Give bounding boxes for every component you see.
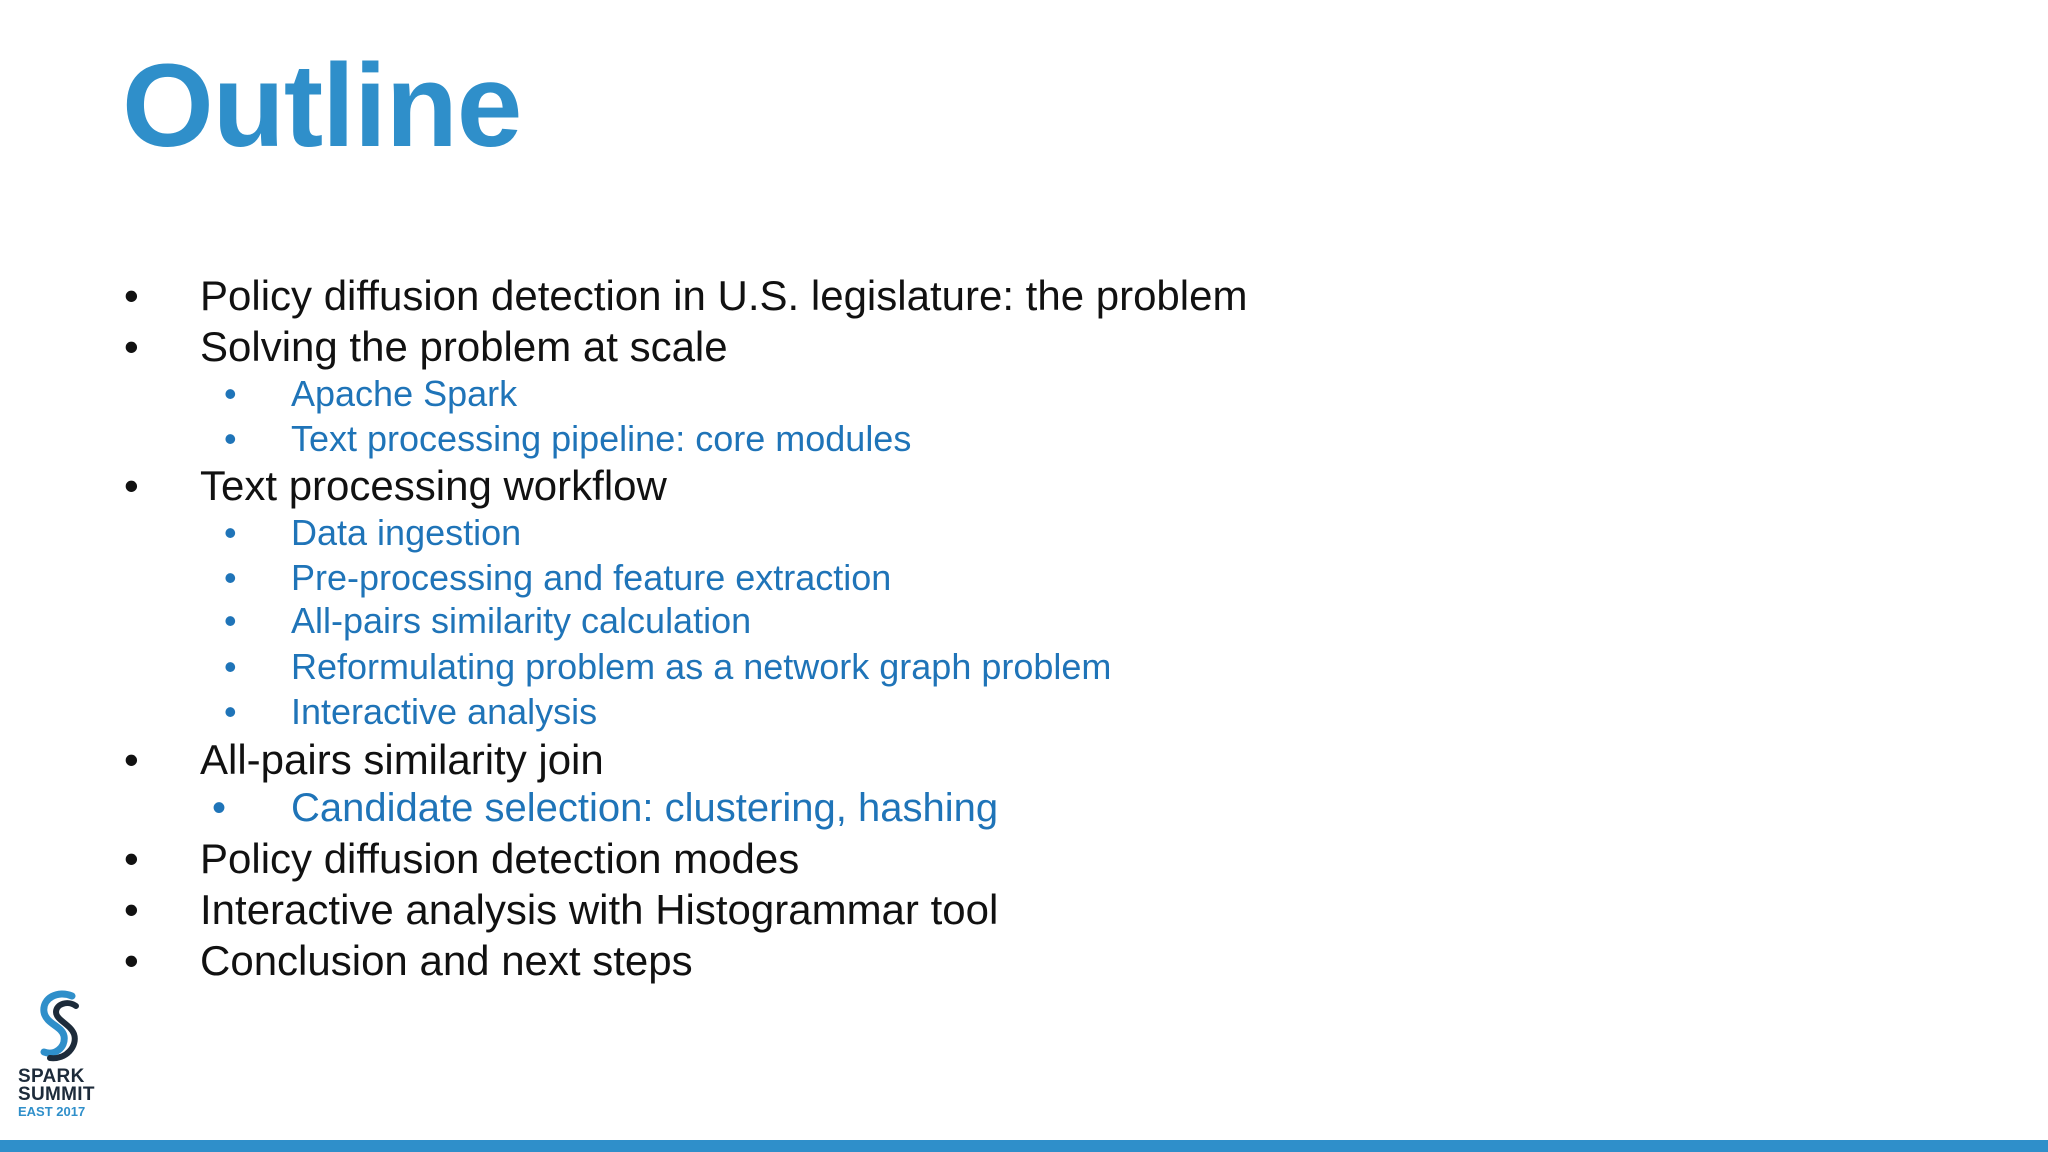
spark-logo-icon	[32, 990, 88, 1064]
outline-item-label: Conclusion and next steps	[200, 937, 693, 984]
outline-subitem-label: Interactive analysis	[291, 691, 598, 732]
bullet-icon: •	[224, 691, 237, 732]
outline-subitem-label: Candidate selection: clustering, hashing	[291, 786, 999, 830]
logo-line-spark: SPARK	[18, 1066, 85, 1087]
bullet-icon: •	[124, 736, 139, 783]
bullet-icon: •	[212, 786, 227, 830]
bottom-accent-bar	[0, 1140, 2048, 1152]
outline-subitem-label: Apache Spark	[291, 373, 518, 414]
bullet-icon: •	[124, 886, 139, 933]
outline-item-label: Text processing workflow	[200, 462, 667, 509]
outline-subitem-label: Reformulating problem as a network graph problem	[291, 646, 1112, 687]
bullet-icon: •	[124, 323, 139, 370]
logo-line-summit: SUMMIT	[18, 1084, 95, 1105]
spark-summit-logo	[18, 990, 104, 1120]
bullet-icon: •	[224, 600, 237, 641]
outline-item-label: Interactive analysis with Histogrammar tool	[200, 886, 999, 933]
bullet-icon: •	[124, 462, 139, 509]
bullet-icon: •	[224, 373, 237, 414]
outline-subitem-label: Text processing pipeline: core modules	[291, 418, 912, 459]
bullet-icon: •	[124, 272, 139, 319]
bullet-icon: •	[224, 512, 237, 553]
outline-item-label: All-pairs similarity join	[200, 736, 604, 783]
bullet-icon: •	[224, 646, 237, 687]
slide-title: Outline	[122, 40, 522, 172]
outline-subitem-label: Pre-processing and feature extraction	[291, 557, 892, 598]
outline-subitem-label: Data ingestion	[291, 512, 522, 553]
bullet-icon: •	[124, 937, 139, 984]
logo-line-event: EAST 2017	[18, 1104, 86, 1119]
outline-item-label: Solving the problem at scale	[200, 323, 728, 370]
outline-subitem-label: All-pairs similarity calculation	[291, 600, 752, 641]
bullet-icon: •	[124, 835, 139, 882]
logo-wordmark	[18, 1068, 104, 1119]
outline-item-label: Policy diffusion detection in U.S. legislature: the problem	[200, 272, 1248, 319]
outline-item-label: Policy diffusion detection modes	[200, 835, 800, 882]
bullet-icon: •	[224, 418, 237, 459]
bullet-icon: •	[224, 557, 237, 598]
